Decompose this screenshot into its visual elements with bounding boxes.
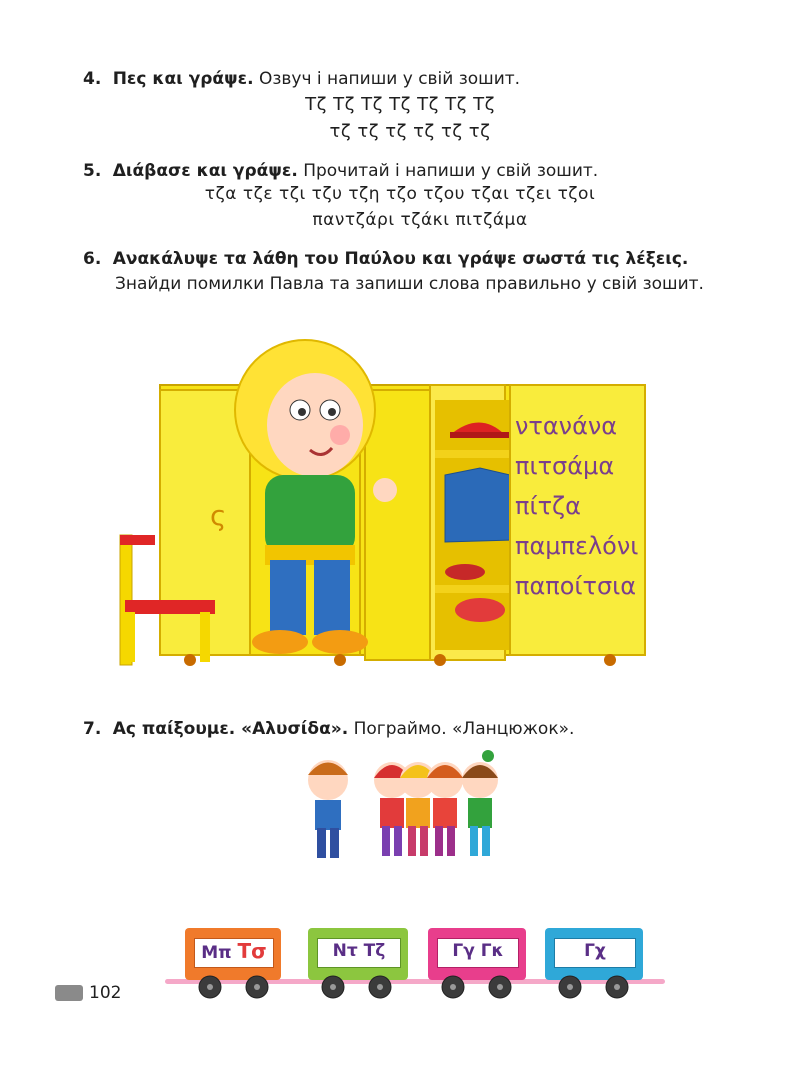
exercise-translation: Прочитай і напиши у свій зошит. [303, 161, 599, 181]
wagon-label [194, 938, 274, 968]
exercise-7-heading [83, 718, 574, 740]
word-row: παντζάρι τζάκι πιτζάμα [312, 210, 528, 230]
exercise-translation: Озвуч і напиши у свій зошит. [258, 69, 521, 89]
letter-row: Τζ Τζ Τζ Τζ Τζ Τζ Τζ [305, 94, 495, 115]
mistake-word: πίτζα [515, 492, 581, 520]
wagon-label: Γχ [554, 938, 636, 968]
exercise-title: Πες και γράψε. [112, 69, 254, 89]
exercise-number: 7. [83, 719, 102, 739]
syllable-row: τζα τζε τζι τζυ τζη τζο τζου τζαι τζει τζοι [204, 184, 596, 204]
mistake-word: παποίτσια [515, 572, 637, 600]
mistake-word: ντανάνα [515, 412, 618, 440]
wagon-letters-highlight: Τσ [237, 939, 267, 963]
mistake-word: παμπελόνι [515, 532, 639, 560]
exercise-title: Διάβασε και γράψε. [112, 161, 298, 181]
exercise-5-heading [83, 160, 598, 182]
wagon-letters: Μπ [201, 943, 232, 963]
wagon-label: Γγ Γκ [437, 938, 519, 968]
exercise-title: Ας παίξουμε. «Αλυσίδα». [112, 719, 349, 739]
exercise-number: 4. [83, 69, 102, 89]
letter-row: τζ τζ τζ τζ τζ τζ [329, 121, 491, 142]
exercise-4-heading [83, 68, 520, 90]
train-wheels [185, 972, 655, 1002]
svg-text:ς: ς [210, 499, 227, 532]
mistake-word: πιτσάμα [515, 452, 615, 480]
exercise-translation: Знайди помилки Павла та запиши слова правильно у свій зошит. [115, 274, 704, 294]
exercise-number: 5. [83, 161, 102, 181]
exercise-6-heading [83, 248, 688, 270]
wagon-label: Ντ Τζ [317, 938, 401, 968]
exercise-title: Ανακάλυψε τα λάθη του Παύλου και γράψε σωστά τις λέξεις. [112, 249, 689, 269]
page-tab [55, 985, 83, 1001]
exercise-translation: Пограймо. «Ланцюжок». [353, 719, 575, 739]
page-number: 102 [89, 983, 122, 1003]
children-illustration [300, 750, 510, 865]
exercise-number: 6. [83, 249, 102, 269]
mistake-words-list [515, 414, 638, 614]
